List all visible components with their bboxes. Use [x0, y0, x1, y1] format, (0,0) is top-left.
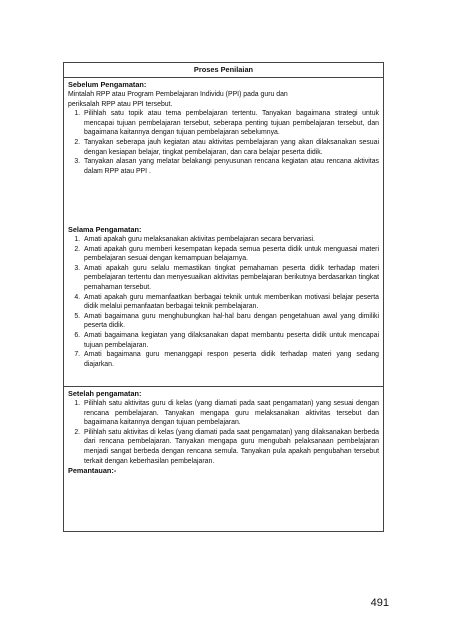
- section-title-during: Selama Pengamatan:: [68, 225, 142, 234]
- list-item: 1. Pilihlah satu aktivitas guru di kelas (yang diamati pada saat pengamatan) yang sesuai dengan rencana pembelajaran. Tanyakan mengapa guru melaksanakan aktivitas tersebut dan bagaimana kaitannya dengan tujuan pembelajaran.: [82, 399, 379, 428]
- list-item: 5. Amati bagaimana guru menghubungkan hal-hal baru dengan pengetahuan awal yang dimiliki peserta didik.: [82, 312, 379, 331]
- assessment-process-table: [63, 62, 384, 532]
- monitoring-label: Pemantauan:-: [68, 466, 117, 476]
- list-item: 7. Amati bagaimana guru menanggapi respon peserta didik terhadap materi yang sedang diajarkan.: [82, 350, 379, 369]
- list-item: 3. Amati apakah guru selalu memastikan tingkat pemahaman peserta didik terhadap materi pembelajaran tertentu dan menyesuaikan aktivitas pembelajaran berikutnya berdasarkan tingkat pemahaman tersebut.: [82, 264, 379, 293]
- section-title-before: Sebelum Pengamatan:: [68, 80, 147, 89]
- list-item: 6. Amati bagaimana kegiatan yang dilaksanakan dapat membantu peserta didik untuk mencapai tujuan pembelajaran.: [82, 331, 379, 350]
- section-before-observation: [64, 78, 383, 219]
- list-item: 1. Amati apakah guru melaksanakan aktivitas pembelajaran secara bervariasi.: [82, 235, 379, 245]
- after-list: [68, 399, 379, 466]
- section-during-observation: [64, 219, 383, 387]
- list-item: 2. Amati apakah guru memberi kesempatan kepada semua peserta didik untuk menguasai materi pembelajaran sesuai dengan kemampuan belajarnya.: [82, 245, 379, 264]
- list-item: 2. Pilihlah satu aktivitas di kelas (yang diamati pada saat pengamatan) yang dilaksanakan berbeda dari rencana pembelajaran. Tanyakan mengapa guru mengubah pelaksanaan pembelajaran menjadi sangat berbeda dengan rencana semula. Tanyakan pula apakah pengubahan tersebut terkait dengan keberhasilan pembelajaran.: [82, 428, 379, 466]
- table-header: Proses Penilaian: [64, 63, 383, 78]
- during-list: [68, 235, 379, 369]
- intro-line: Mintalah RPP atau Program Pembelajaran Individu (PPI) pada guru dan: [68, 91, 288, 98]
- list-item: 2. Tanyakan seberapa jauh kegiatan atau aktivitas pembelajaran yang akan dilaksanakan sesuai dengan kesiapan belajar, tingkat pembelajaran, dan cara belajar peserta didik.: [82, 138, 379, 157]
- section-after-observation: [64, 387, 383, 476]
- page-number: 491: [370, 597, 389, 609]
- list-item: 3. Tanyakan alasan yang melatar belakangi penyusunan rencana kegiatan atau rencana aktivitas dalam RPP atau PPI .: [82, 157, 379, 176]
- list-item: 4. Amati apakah guru memanfaatkan berbagai teknik untuk memberikan motivasi belajar peserta didik melalui pemanfaatan berbagai teknik pembelajaran.: [82, 293, 379, 312]
- intro-line: periksalah RPP atau PPI tersebut.: [68, 100, 173, 108]
- section-title-after: Setelah pengamatan:: [68, 389, 142, 398]
- before-list: [68, 109, 379, 176]
- list-item: 1. Pilihlah satu topik atau tema pembelajaran tertentu. Tanyakan bagaimana strategi untuk mencapai tujuan pembelajaran tersebut, seberapa penting tujuan pembelajaran tersebut, dan bagaimana kaitannya dengan tujuan pembelajaran sebelumnya.: [82, 109, 379, 138]
